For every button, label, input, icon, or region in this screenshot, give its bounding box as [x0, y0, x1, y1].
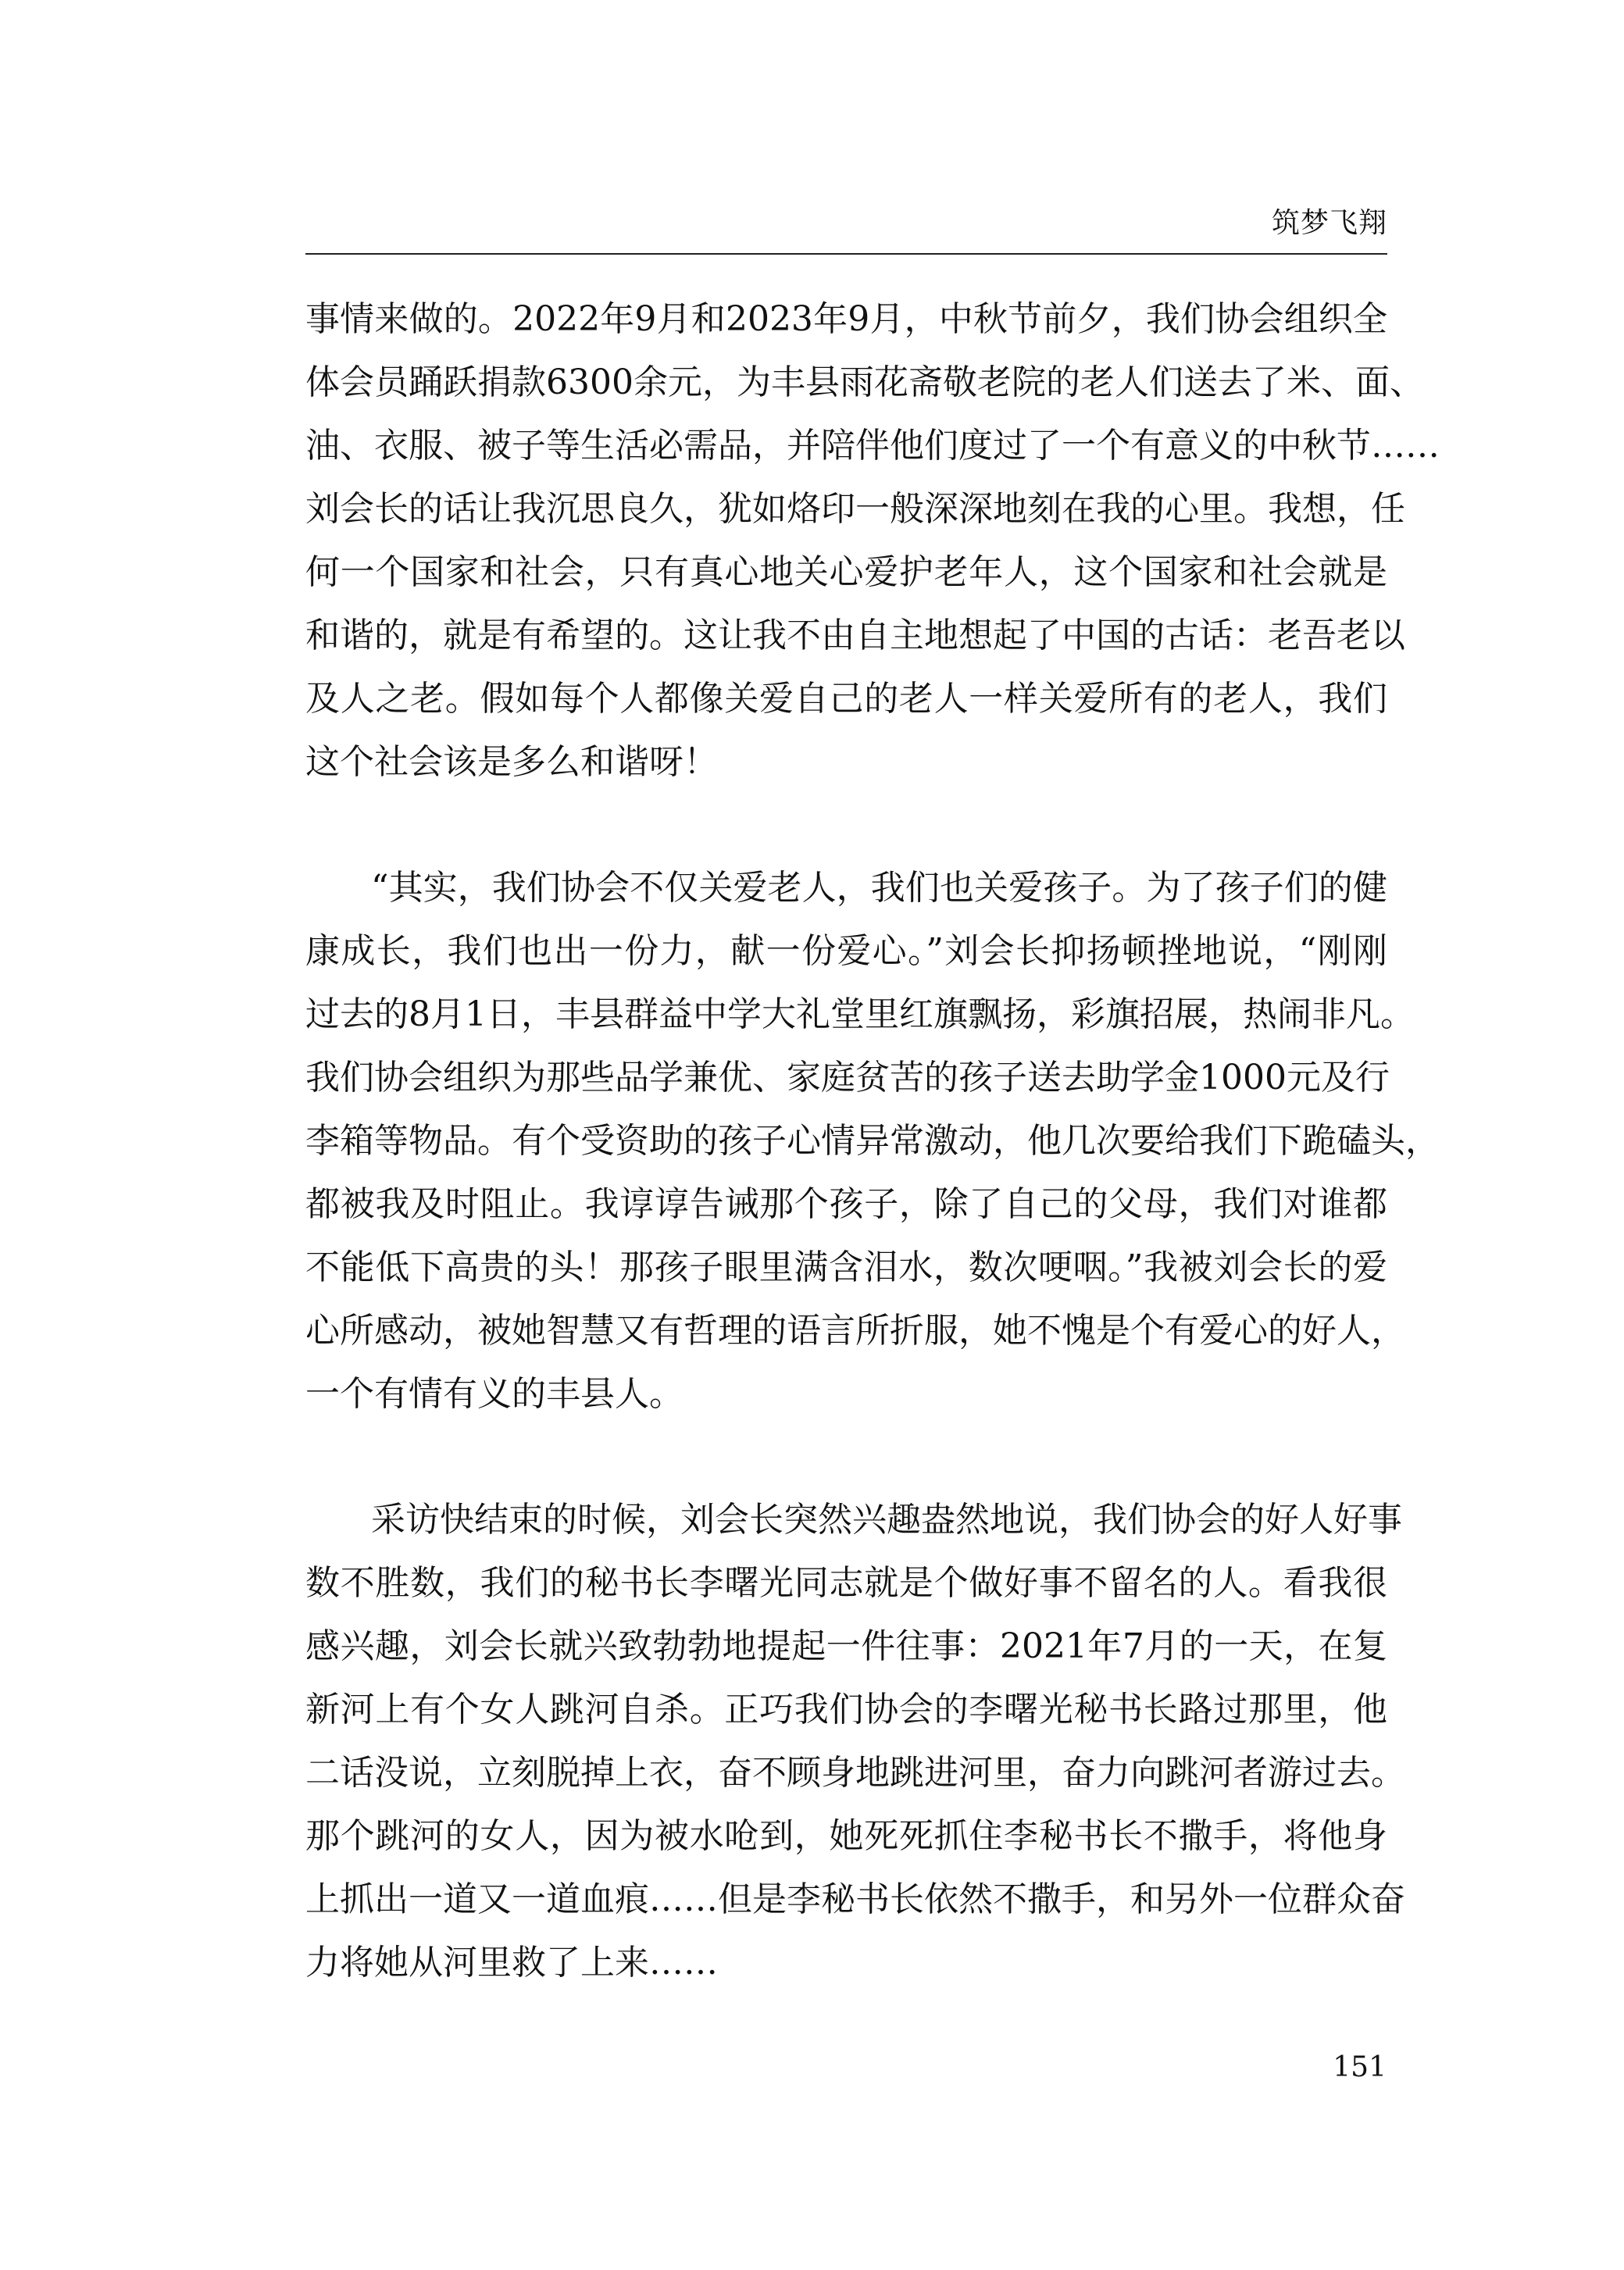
text-line: 事情来做的。2022年9月和2023年9月，中秋节前夕，我们协会组织全 — [305, 299, 1387, 339]
paragraph — [305, 856, 1440, 1426]
text-line: 何一个国家和社会，只有真心地关心爱护老年人，这个国家和社会就是 — [305, 552, 1387, 592]
text-line: 不能低下高贵的头！那孩子眼里满含泪水，数次哽咽。”我被刘会长的爱 — [305, 1247, 1387, 1287]
text-line: 二话没说，立刻脱掉上衣，奋不顾身地跳进河里，奋力向跳河者游过去。 — [305, 1753, 1405, 1793]
text-line: 过去的8月1日，丰县群益中学大礼堂里红旗飘扬，彩旗招展，热闹非凡。 — [305, 994, 1415, 1034]
paragraph — [305, 287, 1440, 794]
text-line: 一个有情有义的丰县人。 — [305, 1374, 684, 1414]
text-line: 心所感动，被她智慧又有哲理的语言所折服，她不愧是个有爱心的好人， — [305, 1311, 1405, 1351]
text-line: 和谐的，就是有希望的。这让我不由自主地想起了中国的古话：老吾老以 — [305, 616, 1405, 655]
text-line: 油、衣服、被子等生活必需品，并陪伴他们度过了一个有意义的中秋节…… — [305, 426, 1440, 466]
body-text — [305, 287, 1440, 1994]
text-line: 这个社会该是多么和谐呀！ — [305, 742, 718, 782]
text-line: 数不胜数，我们的秘书长李曙光同志就是个做好事不留名的人。看我很 — [305, 1563, 1387, 1603]
paragraph-spacer — [305, 1426, 1387, 1488]
text-line: 力将她从河里救了上来…… — [305, 1943, 718, 1983]
running-header-title: 筑梦飞翔 — [1271, 207, 1387, 239]
text-line: 上抓出一道又一道血痕……但是李秘书长依然不撒手，和另外一位群众奋 — [305, 1879, 1405, 1919]
page-number: 151 — [1333, 2051, 1387, 2083]
text-line: 体会员踊跃捐款6300余元，为丰县雨花斋敬老院的老人们送去了米、面、 — [305, 362, 1424, 402]
text-line: 那个跳河的女人，因为被水呛到，她死死抓住李秘书长不撒手，将他身 — [305, 1816, 1387, 1856]
text-line: 都被我及时阻止。我谆谆告诫那个孩子，除了自己的父母，我们对谁都 — [305, 1184, 1387, 1224]
text-line: 李箱等物品。有个受资助的孩子心情异常激动，他几次要给我们下跪磕头， — [305, 1121, 1440, 1161]
running-header — [305, 205, 1387, 255]
paragraph — [305, 1488, 1405, 1994]
text-line: 及人之老。假如每个人都像关爱自己的老人一样关爱所有的老人，我们 — [305, 679, 1387, 719]
text-line: “其实，我们协会不仅关爱老人，我们也关爱孩子。为了孩子们的健 — [371, 868, 1387, 908]
text-line: 刘会长的话让我沉思良久，犹如烙印一般深深地刻在我的心里。我想，任 — [305, 489, 1405, 529]
text-line: 新河上有个女人跳河自杀。正巧我们协会的李曙光秘书长路过那里，他 — [305, 1690, 1387, 1729]
text-line: 我们协会组织为那些品学兼优、家庭贫苦的孩子送去助学金1000元及行 — [305, 1058, 1390, 1098]
paragraph-spacer — [305, 794, 1387, 856]
text-line: 采访快结束的时候，刘会长突然兴趣盎然地说，我们协会的好人好事 — [371, 1500, 1402, 1540]
text-line: 感兴趣，刘会长就兴致勃勃地提起一件往事：2021年7月的一天，在复 — [305, 1626, 1387, 1666]
text-line: 康成长，我们也出一份力，献一份爱心。”刘会长抑扬顿挫地说，“刚刚 — [305, 931, 1387, 971]
